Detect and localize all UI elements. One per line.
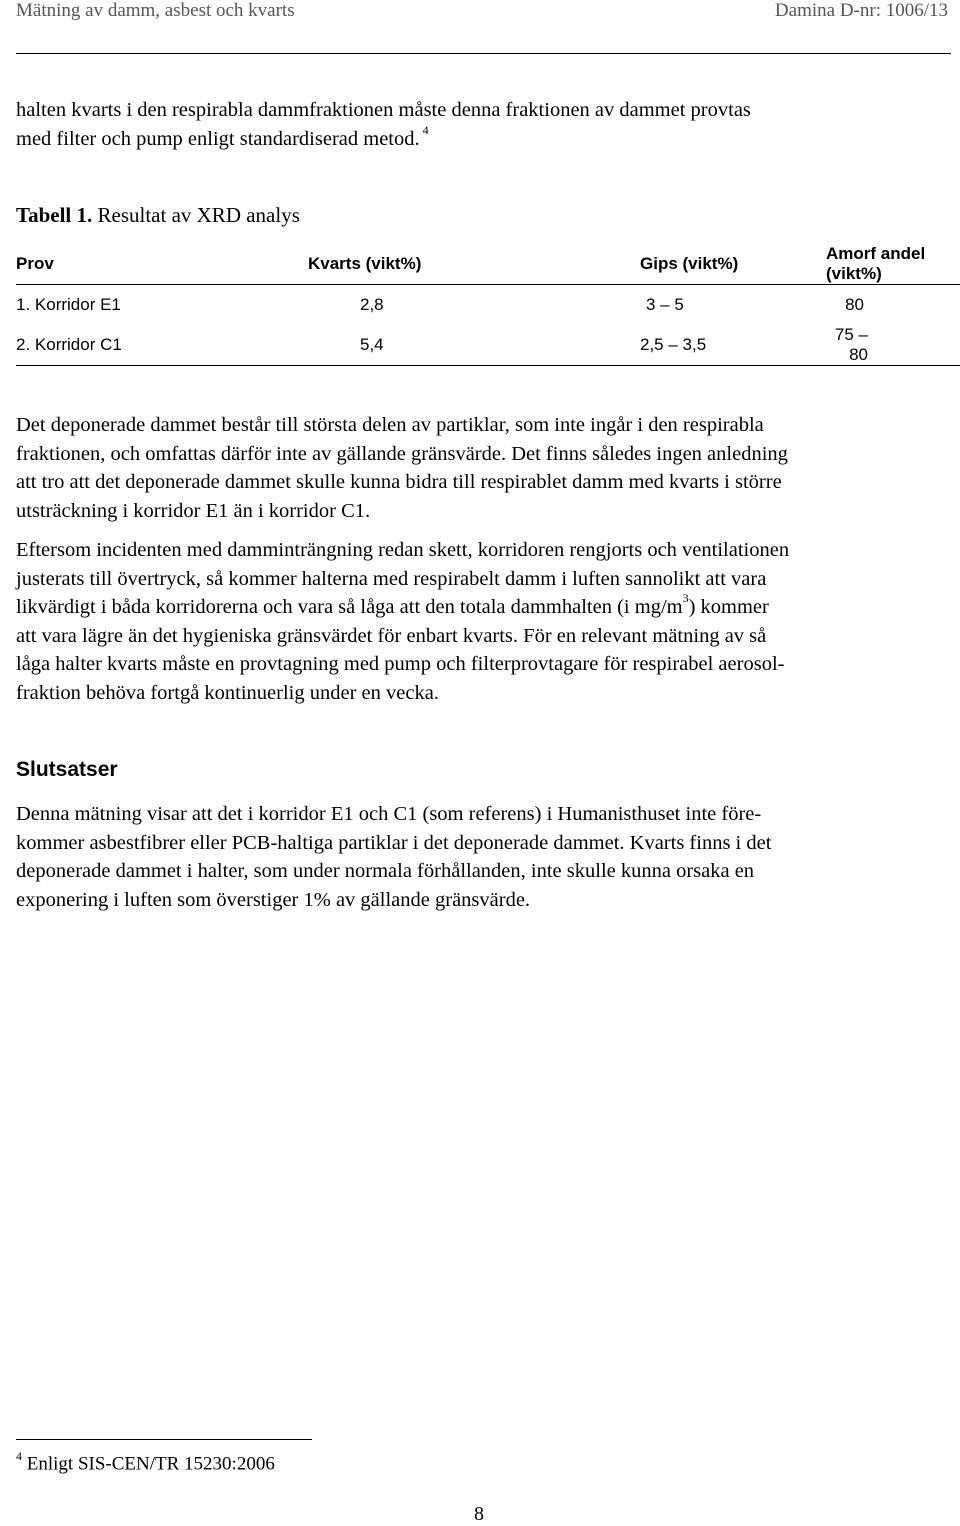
discussion-paragraph-2 bbox=[16, 536, 951, 707]
discussion-paragraph-1 bbox=[16, 411, 951, 525]
header-doc-title: Mätning av damm, asbest och kvarts bbox=[16, 0, 295, 21]
section-title-conclusions: Slutsatser bbox=[16, 758, 118, 781]
cell-amorf: 75 – 80 bbox=[826, 325, 960, 366]
cubic-superscript: 3 bbox=[682, 591, 689, 606]
paragraph-line: Det deponerade dammet består till största delen av partiklar, som inte ingår i den respirabla bbox=[16, 414, 764, 436]
paragraph-line: ) kommer bbox=[688, 596, 769, 618]
intro-paragraph bbox=[16, 96, 951, 153]
footnote bbox=[16, 1451, 275, 1475]
paragraph-line: justerats till övertryck, så kommer halterna med respirabelt damm i luften sannolikt att vara bbox=[16, 567, 767, 590]
paragraph-line: kommer asbestfibrer eller PCB-haltiga partiklar i det deponerade dammet. Kvarts finns i det bbox=[16, 831, 772, 854]
table-caption bbox=[16, 203, 300, 228]
paragraph-line: likvärdigt i båda korridorerna och vara så låga att den totala dammhalten (i mg/m bbox=[16, 596, 683, 618]
paragraph-line: exponering i luften som överstiger 1% av gällande gränsvärde. bbox=[16, 888, 531, 911]
paragraph-line: Denna mätning visar att det i korridor E1 och C1 (som referens) i Humanisthuset inte före- bbox=[16, 803, 762, 825]
header-doc-number: Damina D-nr: 1006/13 bbox=[774, 0, 948, 21]
table-caption-label: Tabell 1. bbox=[16, 203, 93, 227]
col-header-kvarts: Kvarts (vikt%) bbox=[308, 244, 640, 285]
table-row bbox=[16, 325, 960, 366]
col-header-prov: Prov bbox=[16, 244, 308, 285]
cell-kvarts: 2,8 bbox=[360, 295, 384, 314]
col-header-gips: Gips (vikt%) bbox=[640, 244, 826, 285]
cell-prov: 1. Korridor E1 bbox=[16, 295, 121, 314]
paragraph-line: Eftersom incidenten med damminträngning redan skett, korridoren rengjorts och ventilationen bbox=[16, 539, 790, 561]
paragraph-line: fraktionen, och omfattas därför inte av gällande gränsvärde. Det finns således ingen anledning bbox=[16, 442, 788, 465]
cell-kvarts: 5,4 bbox=[308, 325, 640, 366]
paragraph-line: utsträckning i korridor E1 än i korridor C1. bbox=[16, 499, 371, 522]
paragraph-line: fraktion behöva fortgå kontinuerlig under en vecka. bbox=[16, 681, 439, 704]
cell-gips: 2,5 – 3,5 bbox=[640, 325, 826, 366]
header-rule bbox=[16, 53, 951, 54]
paragraph-line: att vara lägre än det hygieniska gränsvärdet för enbart kvarts. För en relevant mätning av så bbox=[16, 624, 767, 647]
table-header-row bbox=[16, 244, 960, 285]
paragraph-line: deponerade dammet i halter, som under normala förhållanden, inte skulle kunna orsaka en bbox=[16, 860, 755, 882]
col-header-amorf: Amorf andel (vikt%) bbox=[826, 244, 960, 285]
footnote-ref-number[interactable]: 4 bbox=[422, 122, 429, 137]
xrd-results-table bbox=[16, 244, 960, 366]
intro-line-1: halten kvarts i den respirabla dammfraktionen måste denna fraktionen av dammet provtas bbox=[16, 99, 751, 121]
cell-amorf: 80 bbox=[845, 295, 864, 314]
cell-prov: 2. Korridor C1 bbox=[16, 325, 308, 366]
conclusions-paragraph bbox=[16, 800, 951, 914]
footnote-separator bbox=[16, 1439, 312, 1440]
footnote-text: Enligt SIS-CEN/TR 15230:2006 bbox=[22, 1453, 275, 1475]
table-row bbox=[16, 285, 960, 326]
paragraph-line: att tro att det deponerade dammet skulle kunna bidra till respirablet damm med kvarts i större bbox=[16, 471, 782, 493]
page-number: 8 bbox=[474, 1503, 484, 1525]
table-caption-text: Resultat av XRD analys bbox=[92, 203, 300, 227]
cell-gips: 3 – 5 bbox=[646, 295, 684, 314]
footnote-number: 4 bbox=[16, 1449, 22, 1463]
intro-line-2: med filter och pump enligt standardiserad metod. bbox=[16, 127, 420, 150]
paragraph-line: låga halter kvarts måste en provtagning med pump och filterprovtagare för respirabel aerosol- bbox=[16, 653, 785, 675]
footnote-ref[interactable] bbox=[420, 123, 429, 137]
